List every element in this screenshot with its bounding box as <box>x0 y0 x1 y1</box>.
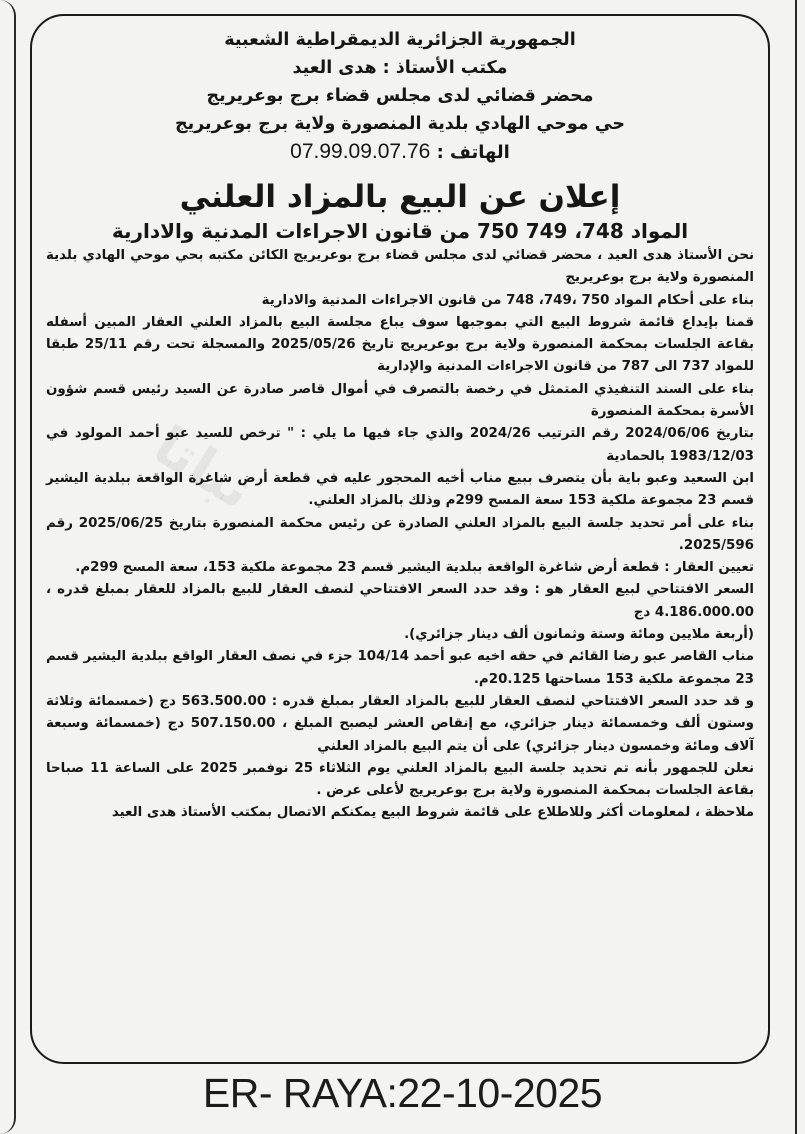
phone-label: الهاتف : <box>436 142 510 163</box>
paragraph-legal-basis: بناء على أحكام المواد 750 ،749، 748 من قانون الاجراءات المدنية والادارية <box>261 292 754 308</box>
paragraph-half-price: و قد حدد السعر الافتتاحي لنصف العقار للبيع بالمزاد العقار بمبلغ قدره : 563.500.00 دج (خمسمائة وثلاثة وستون ألف وخمسمائة دينار جزائري، مع إنقاص العشر ليصبح المبلغ ، 507.150.00 دج (خمسمائة وسبعة آلاف ومائة وخمسون دينار جزائري) على أن يتم البيع بالمزاد العلني <box>46 693 754 754</box>
announcement-subtitle: المواد 748، 749 750 من قانون الاجراءات المدنية والادارية <box>111 219 689 243</box>
announcement-title: إعلان عن البيع بالمزاد العلني <box>179 179 621 215</box>
left-column-border <box>0 0 16 1134</box>
paragraph-share: ابن السعيد وعبو باية بأن يتصرف ببيع مناب أخيه المحجور عليه في قطعة أرض شاغرة الواقعة ببلدية اليشير قسم 23 مجموعة ملكية 153 سعة المسح 299م وذلك بالمزاد العلني. <box>46 470 754 509</box>
right-column-border <box>795 0 805 1134</box>
publication-stamp: ER- RAYA:22-10-2025 <box>202 1070 603 1116</box>
phone-number: 07.99.09.07.76 <box>290 140 431 163</box>
notice-body <box>46 245 754 825</box>
paragraph-minor-share: مناب القاصر عبو رضا القائم في حقه اخيه عبو أحمد 104/14 جزء في نصف العقار الواقع ببلدية اليشير قسم 23 مجموعة ملكية 153 مساحتها 20.125م. <box>46 649 754 687</box>
paragraph-opening-price: السعر الافتتاحي لبيع العقار هو : وقد حدد السعر الافتتاحي لنصف العقار للبيع بالمزاد للعقار بمبلغ قدره ، 4.186.000.00 دج <box>46 582 754 620</box>
header-office: مكتب الأستاذ : هدى العيد <box>292 58 508 78</box>
paragraph-property: تعيين العقار : قطعة أرض شاغرة الواقعة ببلدية اليشير قسم 23 مجموعة ملكية 153، سعة المسح 299م. <box>75 560 754 576</box>
paragraph-executive-title: بناء على السند التنفيذي المتمثل في رخصة بالتصرف في أموال قاصر صادرة عن السيد رئيس قسم شؤون الأسرة بمحكمة المنصورة <box>46 381 754 420</box>
header-republic: الجمهورية الجزائرية الديمقراطية الشعبية <box>224 30 576 50</box>
paragraph-session-date: نعلن للجمهور بأنه تم تحديد جلسة البيع بالمزاد العلني يوم الثلاثاء 25 نوفمبر 2025 على الساعة 11 صباحا بقاعة الجلسات بمحكمة المنصورة ولاية برج بوعريريج لأعلى عرض . <box>46 760 754 799</box>
header-bailiff: محضر قضائي لدى مجلس قضاء برج بوعريريج <box>206 86 594 106</box>
paragraph-note: ملاحظة ، لمعلومات أكثر وللاطلاع على قائمة شروط البيع يمكنكم الاتصال بمكتب الأستاذ هدى العيد <box>111 805 754 821</box>
paragraph-authorization: بتاريخ 2024/06/06 رقم الترتيب 2024/26 والذي جاء فيها ما يلي : " ترخص للسيد عبو أحمد المولود في 1983/12/03 بالحمادية <box>46 426 755 464</box>
paragraph-deposit: قمنا بإيداع قائمة شروط البيع التي بموجبها سوف يباع مجلسة البيع بالمزاد العلني العقار المبين أسفله بقاعة الجلسات بمحكمة المنصورة ولاية برج بوعريريج تاريخ 2025/05/26 والمسجلة تحت رقم 25/11 طبقا للمواد 737 الى 787 من قانون الاجراءات المدنية والإدارية <box>46 314 754 375</box>
paragraph-court-order: بناء على أمر تحديد جلسة البيع بالمزاد العلني الصادرة عن رئيس محكمة المنصورة بتاريخ 2025/06/25 رقم 2025/596. <box>46 515 754 553</box>
notice-content <box>46 26 754 825</box>
watermark: تباتا <box>143 413 265 522</box>
paragraph-intro: نحن الأستاذ هدى العيد ، محضر قضائي لدى مجلس قضاء برج بوعريريج الكائن مكتبه بحي موحي الهادي بلدية المنصورة ولاية برج بوعريريج <box>46 248 754 286</box>
notice-frame <box>30 14 770 1064</box>
paragraph-price-words: (أربعة ملايين ومائة وستة وثمانون ألف دينار جزائري). <box>404 627 754 643</box>
header-phone <box>46 138 754 167</box>
header-address: حي موحي الهادي بلدية المنصورة ولاية برج بوعريريج <box>174 114 626 134</box>
